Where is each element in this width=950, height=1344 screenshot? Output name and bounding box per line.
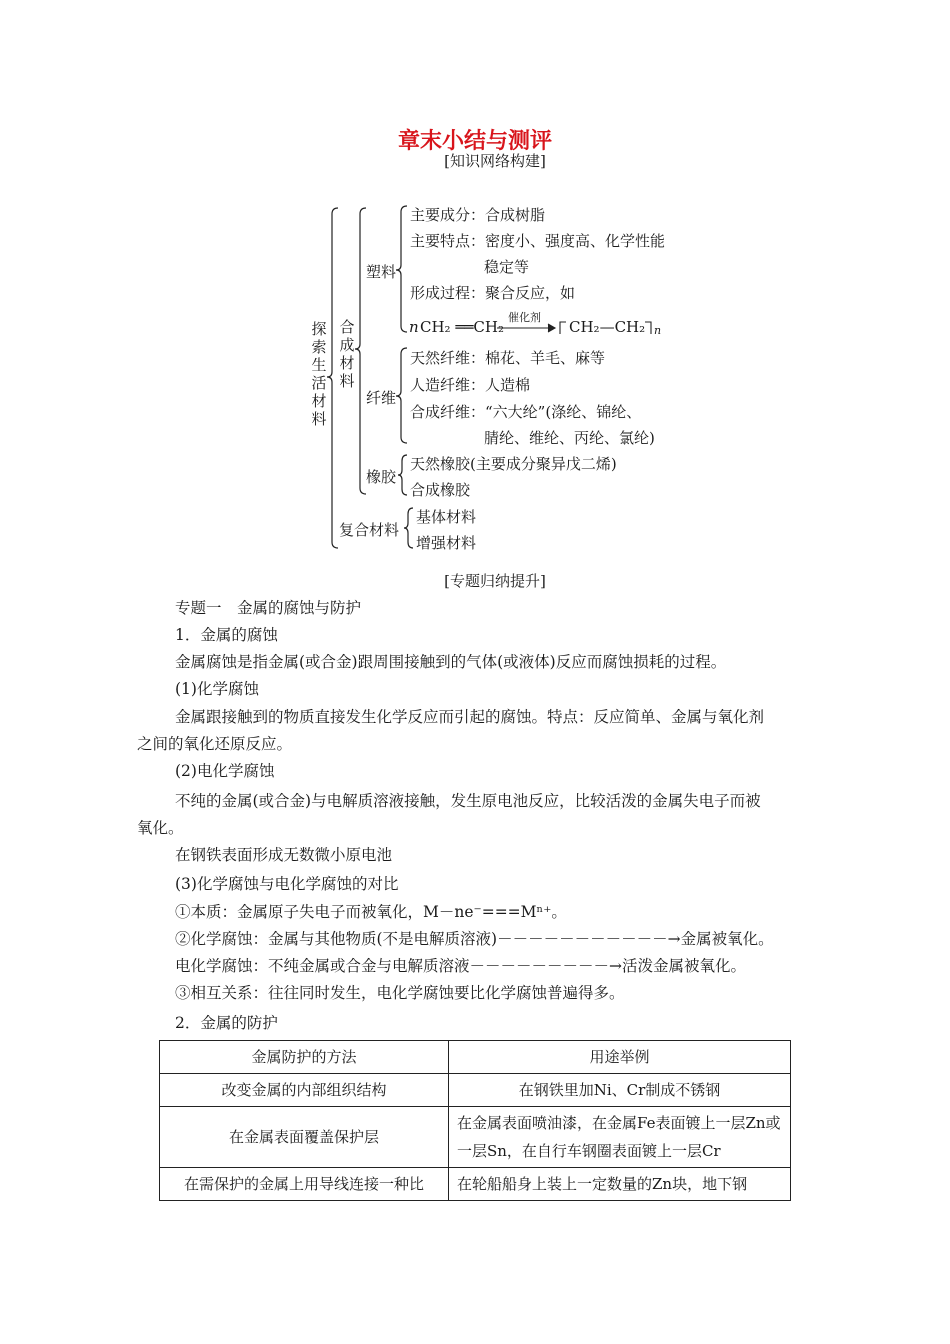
- tree-fiber-line4: 腈纶、维纶、丙纶、氯纶): [484, 429, 655, 447]
- tree-fiber-line3: 合成纤维：“六大纶”(涤纶、锦纶、: [410, 403, 642, 421]
- paragraph-line: 金属跟接触到的物质直接发生化学反应而引起的腐蚀。特点：反应简单、金属与氧化剂: [175, 708, 765, 726]
- tree-plastic-line3: 稳定等: [484, 258, 530, 276]
- tree-plastic-line1: 主要成分：合成树脂: [410, 206, 546, 224]
- paragraph-line: 金属腐蚀是指金属(或合金)跟周围接触到的气体(或液体)反应而腐蚀损耗的过程。: [175, 653, 727, 671]
- table-cell: 在轮船船身上装上一定数量的Zn块，地下钢: [449, 1168, 791, 1201]
- tree-fiber-label: 纤维: [366, 389, 397, 407]
- equation-product: CH₂—CH₂: [569, 318, 646, 336]
- table-cell: 在需保护的金属上用导线连接一种比: [160, 1168, 449, 1201]
- equation-coefficient-n: n: [409, 318, 419, 336]
- tree-root-label: 探索生活材料: [311, 320, 327, 428]
- tree-fiber-line1: 天然纤维：棉花、羊毛、麻等: [410, 349, 606, 367]
- tree-synthetic-label: 合成材料: [339, 318, 355, 390]
- page-title: 章末小结与测评: [397, 129, 552, 154]
- table-header-row: [160, 1041, 791, 1074]
- tree-rubber-line2: 合成橡胶: [410, 481, 471, 499]
- paragraph-line: 电化学腐蚀：不纯金属或合金与电解质溶液－－－－－－－－－→活泼金属被氧化。: [175, 957, 746, 975]
- section-heading-topic-summary: [专题归纳提升]: [444, 572, 546, 590]
- subheading-chemical-corrosion: (1)化学腐蚀: [175, 680, 259, 698]
- equation-catalyst: 催化剂: [508, 311, 541, 324]
- tree-composite-label: 复合材料: [339, 521, 400, 539]
- table-row: [160, 1168, 791, 1201]
- table-header-cell: 用途举例: [449, 1041, 791, 1074]
- tree-plastic-line2: 主要特点：密度小、强度高、化学性能: [410, 232, 666, 250]
- paragraph-line: 在钢铁表面形成无数微小原电池: [175, 846, 393, 864]
- table-cell: 在金属表面覆盖保护层: [160, 1107, 449, 1168]
- paragraph-line: ①本质：金属原子失电子而被氧化，M－ne⁻===Mⁿ⁺。: [175, 903, 567, 921]
- equation-subscript-n: n: [654, 324, 662, 337]
- topic-heading: 专题一 金属的腐蚀与防护: [175, 599, 362, 617]
- subheading-protection: 2．金属的防护: [175, 1014, 278, 1032]
- table-cell: 在钢铁里加Ni、Cr制成不锈钢: [449, 1074, 791, 1107]
- tree-plastic-label: 塑料: [366, 263, 397, 281]
- tree-plastic-line4: 形成过程：聚合反应，如: [410, 284, 576, 302]
- paragraph-line: ③相互关系：往往同时发生，电化学腐蚀要比化学腐蚀普遍得多。: [175, 984, 625, 1002]
- table-row: [160, 1074, 791, 1107]
- subheading-comparison: (3)化学腐蚀与电化学腐蚀的对比: [175, 875, 399, 893]
- equation-reactant: CH₂ ══CH₂: [420, 318, 504, 336]
- tree-rubber-label: 橡胶: [366, 468, 397, 486]
- tree-composite-line2: 增强材料: [416, 534, 477, 552]
- table-header-cell: 金属防护的方法: [160, 1041, 449, 1074]
- paragraph-line: ②化学腐蚀：金属与其他物质(不是电解质溶液)－－－－－－－－－－－→金属被氧化。: [175, 930, 774, 948]
- subheading-electrochemical-corrosion: (2)电化学腐蚀: [175, 762, 275, 780]
- table-cell: 在金属表面喷油漆，在金属Fe表面镀上一层Zn或一层Sn，在自行车钢圈表面镀上一层Cr: [449, 1107, 791, 1168]
- tree-composite-line1: 基体材料: [416, 508, 477, 526]
- tree-rubber-line1: 天然橡胶(主要成分聚异戊二烯): [410, 455, 617, 473]
- table-row: [160, 1107, 791, 1168]
- table-cell: 改变金属的内部组织结构: [160, 1074, 449, 1107]
- tree-fiber-line2: 人造纤维：人造棉: [410, 376, 531, 394]
- section-heading-knowledge-network: [知识网络构建]: [444, 152, 546, 170]
- subheading-corrosion: 1．金属的腐蚀: [175, 626, 278, 644]
- paragraph-line: 之间的氧化还原反应。: [137, 735, 293, 753]
- protection-table: [159, 1040, 791, 1201]
- paragraph-line: 不纯的金属(或合金)与电解质溶液接触，发生原电池反应，比较活泼的金属失电子而被: [175, 792, 761, 810]
- paragraph-line: 氧化。: [137, 819, 184, 837]
